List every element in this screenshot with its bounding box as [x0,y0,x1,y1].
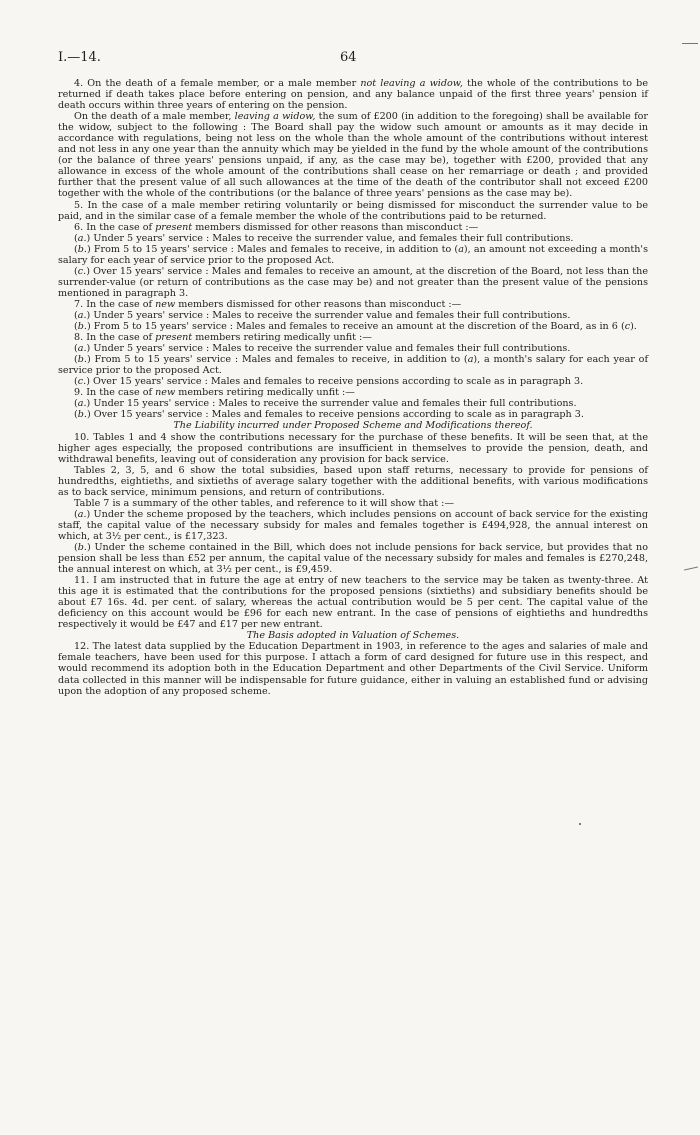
paragraph-p10b: Tables 2, 3, 5, and 6 show the total subsidies, based upon staff returns, necessary to provide for pensions of hundredths, eightieths, and sixtieths of average salary together with the additional benefits, with various modifications as to back service, minimum pensions, and return of contributions. [58,464,648,498]
paragraph-p7: 7. In the case of new members dismissed for other reasons than misconduct :— [74,298,462,310]
paragraph-p9b: (b.) Over 15 years' service : Males and females to receive pensions according to scale as in paragraph 3. [74,409,584,421]
page-number: 64 [340,50,357,65]
document-reference: I.—14. [58,50,101,65]
body-text [58,78,648,697]
section-heading: The Liability incurred under Proposed Scheme and Modifications thereof. [173,420,533,432]
paragraph-p10c: Table 7 is a summary of the other tables, and reference to it will show that :— [74,497,454,509]
paragraph-p10d: (a.) Under the scheme proposed by the teachers, which includes pensions on account of back service for the existing staff, the capital value of the necessary subsidy for males and females together is £494,928, the annual interest on which, at 3½ per cent., is £17,323. [58,508,648,542]
paragraph-p10: 10. Tables 1 and 4 show the contributions necessary for the purchase of these benefits. It will be seen that, at the higher ages especially, the proposed contributions are insufficient in themselves to provide the pension, death, and withdrawal benefits, leaving out of consideration any provision for back service. [58,431,648,465]
paragraph-p7a: (a.) Under 5 years' service : Males to receive the surrender value and females their full contributions. [74,309,571,321]
paragraph-p12: 12. The latest data supplied by the Education Department in 1903, in reference to the ages and salaries of male and female teachers, have been used for this purpose. I attach a form of card designed for future use in this respect, and would recommend its adoption both in the Education Department and other Departments of the Civil Service. Uniform data collected in this manner will be indispensable for future guidance, either in valuing an established fund or advising upon the adoption of any proposed scheme. [58,641,648,697]
paragraph-p9a: (a.) Under 15 years' service : Males to receive the surrender value and females their full contributions. [74,398,577,410]
paragraph-p6c: (c.) Over 15 years' service : Males and females to receive an amount, at the discretion of the Board, not less than the surrender-value (or return of contributions as the case may be) and not greater than the present value of the pensions mentioned in paragraph 3. [58,265,648,299]
paragraph-p11: 11. I am instructed that in future the age at entry of new teachers to the service may be taken as twenty-three. At this age it is estimated that the contributions for the proposed pensions (sixtieths) and subsidiary benefits should be about £7 16s. 4d. per cent. of salary, whereas the actual contribution would be 5 per cent. The capital value of the deficiency on this account would be £96 for each new entrant. In the case of pensions of eightieths and hundredths respectively it would be £47 and £17 per new entrant. [58,575,648,631]
paragraph-p6a: (a.) Under 5 years' service : Males to receive the surrender value, and females their full contributions. [74,232,574,244]
document-page [58,50,648,697]
paragraph-p9: 9. In the case of new members retiring medically unfit :— [74,387,355,399]
paragraph-p8c: (c.) Over 15 years' service : Males and females to receive pensions according to scale as in paragraph 3. [74,376,584,388]
paragraph-p6b: (b.) From 5 to 15 years' service : Males and females to receive, in addition to (a), an amount not exceeding a month's salary for each year of service prior to the proposed Act. [58,243,648,266]
paragraph-p8b: (b.) From 5 to 15 years' service : Males and females to receive, in addition to (a), a month's salary for each year of service prior to the proposed Act. [58,354,648,377]
paragraph-p5: 5. In the case of a male member retiring voluntarily or being dismissed for misconduct the surrender value to be paid, and in the similar case of a female member the whole of the contributions paid to be returned. [58,199,648,222]
paragraph-p6: 6. In the case of present members dismissed for other reasons than misconduct :— [74,221,479,233]
paragraph-p10e: (b.) Under the scheme contained in the Bill, which does not include pensions for back service, but provides that no pension shall be less than £52 per annum, the capital value of the necessary subsidy for males and females is £270,248, the annual interest on which, at 3½ per cent., is £9,459. [58,541,648,576]
section-heading: The Basis adopted in Valuation of Schemes. [246,630,460,642]
paragraph-p4a: 4. On the death of a female member, or a male member not leaving a widow, the whole of the contributions to be returned if death takes place before entering on pension, and any balance unpaid of the first three years' pension if death occurs within three years of entering on the pension. [58,78,649,112]
paragraph-p4b: On the death of a male member, leaving a widow, the sum of £200 (in addition to the foregoing) shall be available for the widow, subject to the following : The Board shall pay the widow such amount or amounts as it may decide in accordance with regulations, being not less on the whole than the whole amount of the contributions without interest and not less in any one year than the annuity which may be yielded in the fund by the whole amount of the contributions (or the balance of three years' pensions unpaid, if any, as the case may be), together with £200, provided that any allowance in excess of the whole amount of the contributions shall cease on her remarriage or death ; and provided further that the present value of all such allowances at the time of the death of the contributor shall not exceed £200 together with the whole of the contributions (or the balance of three years' pensions as the case may be). [58,111,648,200]
edge-mark-top [682,43,698,44]
page-header [58,50,648,70]
speck-mark [579,823,581,825]
paragraph-p8a: (a.) Under 5 years' service : Males to receive the surrender value and females their full contributions. [74,343,571,355]
paragraph-p7b: (b.) From 5 to 15 years' service : Males and females to receive an amount at the discretion of the Board, as in 6 (c). [74,321,637,333]
paragraph-p8: 8. In the case of present members retiring medically unfit :— [74,332,372,344]
edge-mark-middle [684,567,698,571]
